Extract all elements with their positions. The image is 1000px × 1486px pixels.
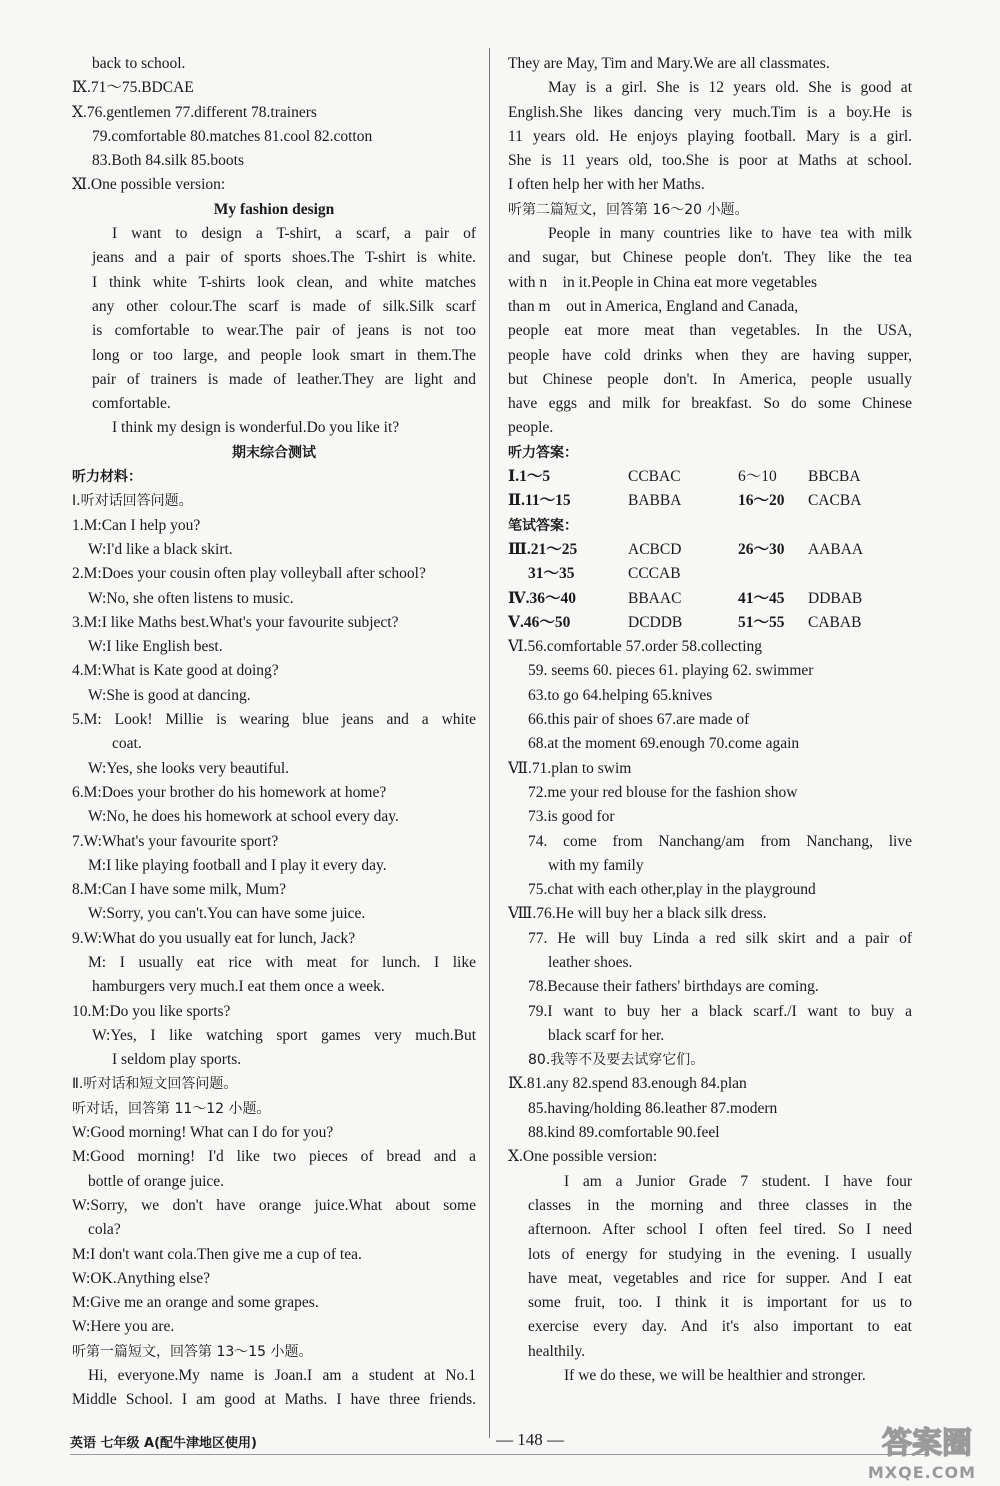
passage-line: Middle School. I am good at Maths. I have three friends. [72,1391,476,1409]
answer-line: 77. He will buy Linda a red silk skirt and a pair of [528,929,912,947]
answer-line: 85.having/holding 86.leather 87.modern [528,1099,778,1117]
answer-line: 75.chat with each other,play in the playground [528,881,816,899]
footer-rule [70,1454,930,1455]
answer-range: 51～55 [738,613,785,631]
dialogue-line: 7.W:What's your favourite sport? [72,832,279,850]
answer-row [508,538,912,562]
answer-key: BABBA [628,492,682,510]
answer-line: 80.我等不及要去试穿它们。 [528,1052,705,1069]
essay-line: I think white T-shirts look clean, and white matches [92,273,476,291]
section-heading: 听第二篇短文，回答第 16～20 小题。 [508,201,749,218]
passage-line: than m out in America, England and Canada, [508,297,799,315]
page-footer [70,1432,930,1462]
answer-line: black scarf for her. [548,1026,665,1044]
passage-line: She is 11 years old, too.She is poor at Maths at school. [508,152,912,170]
passage-line: English.She likes dancing very much.Tim is a boy.He is [508,103,912,121]
essay-line: afternoon. After school I often feel tired. So I need [528,1221,912,1239]
dialogue-line: W:Yes, I like watching sport games very much.But [92,1026,476,1044]
dialogue-line: W:Good morning! What can I do for you? [72,1124,334,1142]
answer-range: 16～20 [738,492,785,510]
passage-line: 11 years old. He enjoys playing football. Mary is a girl. [508,127,912,145]
answer-range: Ⅱ.11～15 [508,492,571,510]
test-title: 期末综合测试 [232,444,316,461]
answer-key: ACBCD [628,540,682,558]
answer-row [508,489,912,513]
answer-line: 83.Both 84.silk 85.boots [92,152,245,170]
essay-line: healthily. [528,1342,586,1360]
essay-line: some fruit, too. I think it is important for us to [528,1294,912,1312]
answer-row [508,587,912,611]
answer-key: CCCAB [628,565,681,583]
answer-line: Ⅸ.81.any 82.spend 83.enough 84.plan [508,1075,747,1093]
answer-range: 31～35 [528,565,575,583]
answer-line: 79.I want to buy her a black scarf./I want to buy a [528,1002,912,1020]
dialogue-line: M:I don't want cola.Then give me a cup of tea. [72,1245,362,1263]
answer-key: CABAB [808,613,862,631]
dialogue-line: W:No, she often listens to music. [88,589,294,607]
passage-line: and sugar, but Chinese people don't. They like the tea [508,249,912,267]
dialogue-line: W:No, he does his homework at school every day. [88,808,399,826]
answer-line: Ⅵ.56.comfortable 57.order 58.collecting [508,638,763,656]
watermark-url: MXQE.COM [867,1463,976,1482]
section-heading: 听力答案： [508,444,578,461]
passage-line: but Chinese people don't. In America, people usually [508,370,912,388]
answer-line: leather shoes. [548,953,633,971]
answer-line: 59. seems 60. pieces 61. playing 62. swimmer [528,662,814,680]
passage-line: people have cold drinks when they are having supper, [508,346,912,364]
section-heading: Ⅰ.听对话回答问题。 [72,493,193,510]
answer-line: 68.at the moment 69.enough 70.come again [528,735,800,753]
answer-line: 72.me your red blouse for the fashion show [528,783,798,801]
essay-line: is comfortable to wear.The pair of jeans is not too [92,322,476,340]
essay-line: comfortable. [92,395,171,413]
dialogue-line: bottle of orange juice. [88,1172,225,1190]
dialogue-line: M:Give me an orange and some grapes. [72,1294,319,1312]
answer-range: 41～45 [738,589,785,607]
dialogue-line: W:Yes, she looks very beautiful. [88,759,290,777]
column-divider [489,48,490,1438]
passage-line: They are May, Tim and Mary.We are all classmates. [508,55,830,72]
essay-line: I think my design is wonderful.Do you like it? [112,419,400,437]
dialogue-line: 6.M:Does your brother do his homework at home? [72,783,387,801]
answer-range: Ⅳ.36～40 [508,589,576,607]
passage-line: have eggs and milk for breakfast. So do some Chinese [508,395,912,413]
answer-key: CCBAC [628,468,681,486]
essay-line: I am a Junior Grade 7 student. I have four [564,1172,912,1190]
section-heading: 听第一篇短文，回答第 13～15 小题。 [72,1343,313,1360]
dialogue-line: 4.M:What is Kate good at doing? [72,662,279,680]
answer-range: Ⅲ.21～25 [508,540,578,558]
dialogue-line: 8.M:Can I have some milk, Mum? [72,881,286,899]
answer-line: 63.to go 64.helping 65.knives [528,686,713,704]
answer-key: BBAAC [628,589,682,607]
section-heading: 笔试答案： [508,517,578,534]
page-number: — 148 — [496,1430,564,1449]
passage-line: I often help her with her Maths. [508,176,705,194]
answer-line: 88.kind 89.comfortable 90.feel [528,1124,720,1142]
dialogue-line: 1.M:Can I help you? [72,516,201,534]
dialogue-line: M: I usually eat rice with meat for lunch. I like [88,953,476,971]
answer-line: 73.is good for [528,808,615,826]
essay-line: lots of energy for studying in the evening. I usually [528,1245,912,1263]
section-heading: 听对话，回答第 11～12 小题。 [72,1100,271,1117]
left-column [72,52,476,1413]
passage-line: People in many countries like to have tea with milk [548,225,912,243]
answer-key: DDBAB [808,589,863,607]
section-heading: Ⅱ.听对话和短文回答问题。 [72,1076,238,1093]
answer-line: 66.this pair of shoes 67.are made of [528,711,750,729]
dialogue-line: hamburgers very much.I eat them once a week. [92,978,385,996]
right-column [508,52,912,1388]
passage-line: people. [508,419,554,437]
essay-line: classes in the morning and three classes in the [528,1196,912,1214]
answer-line: 74. come from Nanchang/am from Nanchang, live [528,832,912,850]
answer-key: DCDDB [628,613,683,631]
section-heading: 听力材料： [72,469,142,486]
answer-key: AABAA [808,540,864,558]
passage-line: Hi, everyone.My name is Joan.I am a student at No.1 [88,1367,476,1385]
dialogue-line: cola? [88,1221,121,1239]
dialogue-line: 2.M:Does your cousin often play volleyball after school? [72,565,426,583]
passage-line: with n in it.People in China eat more vegetables [508,273,818,291]
dialogue-line: W:She is good at dancing. [88,686,251,704]
dialogue-line: 3.M:I like Maths best.What's your favourite subject? [72,613,399,631]
answer-line: Ⅹ.76.gentlemen 77.different 78.trainers [72,103,317,121]
dialogue-line: W:I'd like a black skirt. [88,540,233,558]
essay-title: My fashion design [213,200,335,218]
passage-line: people eat more meat than vegetables. In the USA, [508,322,912,340]
section-heading: Ⅹ.One possible version: [508,1148,658,1166]
essay-line: I want to design a T-shirt, a scarf, a pair of [112,225,476,243]
text-line: back to school. [92,55,186,72]
essay-line: long or too large, and people look smart in them.The [92,346,476,364]
answer-range: Ⅴ.46～50 [508,613,571,631]
answer-line: Ⅷ.76.He will buy her a black silk dress. [508,905,767,923]
answer-row [508,465,912,489]
essay-line: If we do these, we will be healthier and stronger. [564,1367,866,1385]
answer-line: 78.Because their fathers' birthdays are coming. [528,978,819,996]
dialogue-line: W:OK.Anything else? [72,1269,211,1287]
answer-line: 79.comfortable 80.matches 81.cool 82.cotton [92,127,373,145]
answer-row [508,562,912,586]
dialogue-line: W:Here you are. [72,1318,175,1336]
dialogue-line: I seldom play sports. [112,1051,242,1069]
dialogue-line: W:Sorry, we don't have orange juice.What about some [72,1196,476,1214]
site-watermark [826,1418,976,1482]
answer-range: Ⅰ.1～5 [508,468,551,486]
answer-line: with my family [548,856,644,874]
dialogue-line: M:I like playing football and I play it every day. [88,856,387,874]
answer-line: Ⅶ.71.plan to swim [508,759,632,777]
answer-range: 26～30 [738,540,785,558]
answer-range: 6～10 [738,468,777,486]
answer-key: BBCBA [808,468,861,486]
dialogue-line: W:Sorry, you can't.You can have some juice. [88,905,366,923]
dialogue-line: 10.M:Do you like sports? [72,1002,231,1020]
dialogue-line: M:Good morning! I'd like two pieces of bread and a [72,1148,476,1166]
watermark-logo: 答案圈 [882,1426,972,1461]
dialogue-line: 5.M: Look! Millie is wearing blue jeans and a white [72,711,476,729]
dialogue-line: 9.W:What do you usually eat for lunch, Jack? [72,929,356,947]
dialogue-line: W:I like English best. [88,638,223,656]
essay-line: have meat, vegetables and rice for supper. And I eat [528,1269,912,1287]
dialogue-line: coat. [112,735,142,753]
passage-line: May is a girl. She is 12 years old. She is good at [548,79,912,97]
essay-line: any other colour.The scarf is made of silk.Silk scarf [92,297,476,315]
essay-line: jeans and a pair of sports shoes.The T-shirt is white. [92,249,476,267]
answer-row [508,611,912,635]
answer-line: Ⅸ.71～75.BDCAE [72,79,194,97]
section-heading: Ⅺ.One possible version: [72,176,226,194]
answer-key: CACBA [808,492,862,510]
book-label: 英语 七年级 A(配牛津地区使用) [70,1436,257,1451]
essay-line: pair of trainers is made of leather.They are light and [92,370,476,388]
essay-line: exercise every day. And it's also important to eat [528,1318,912,1336]
